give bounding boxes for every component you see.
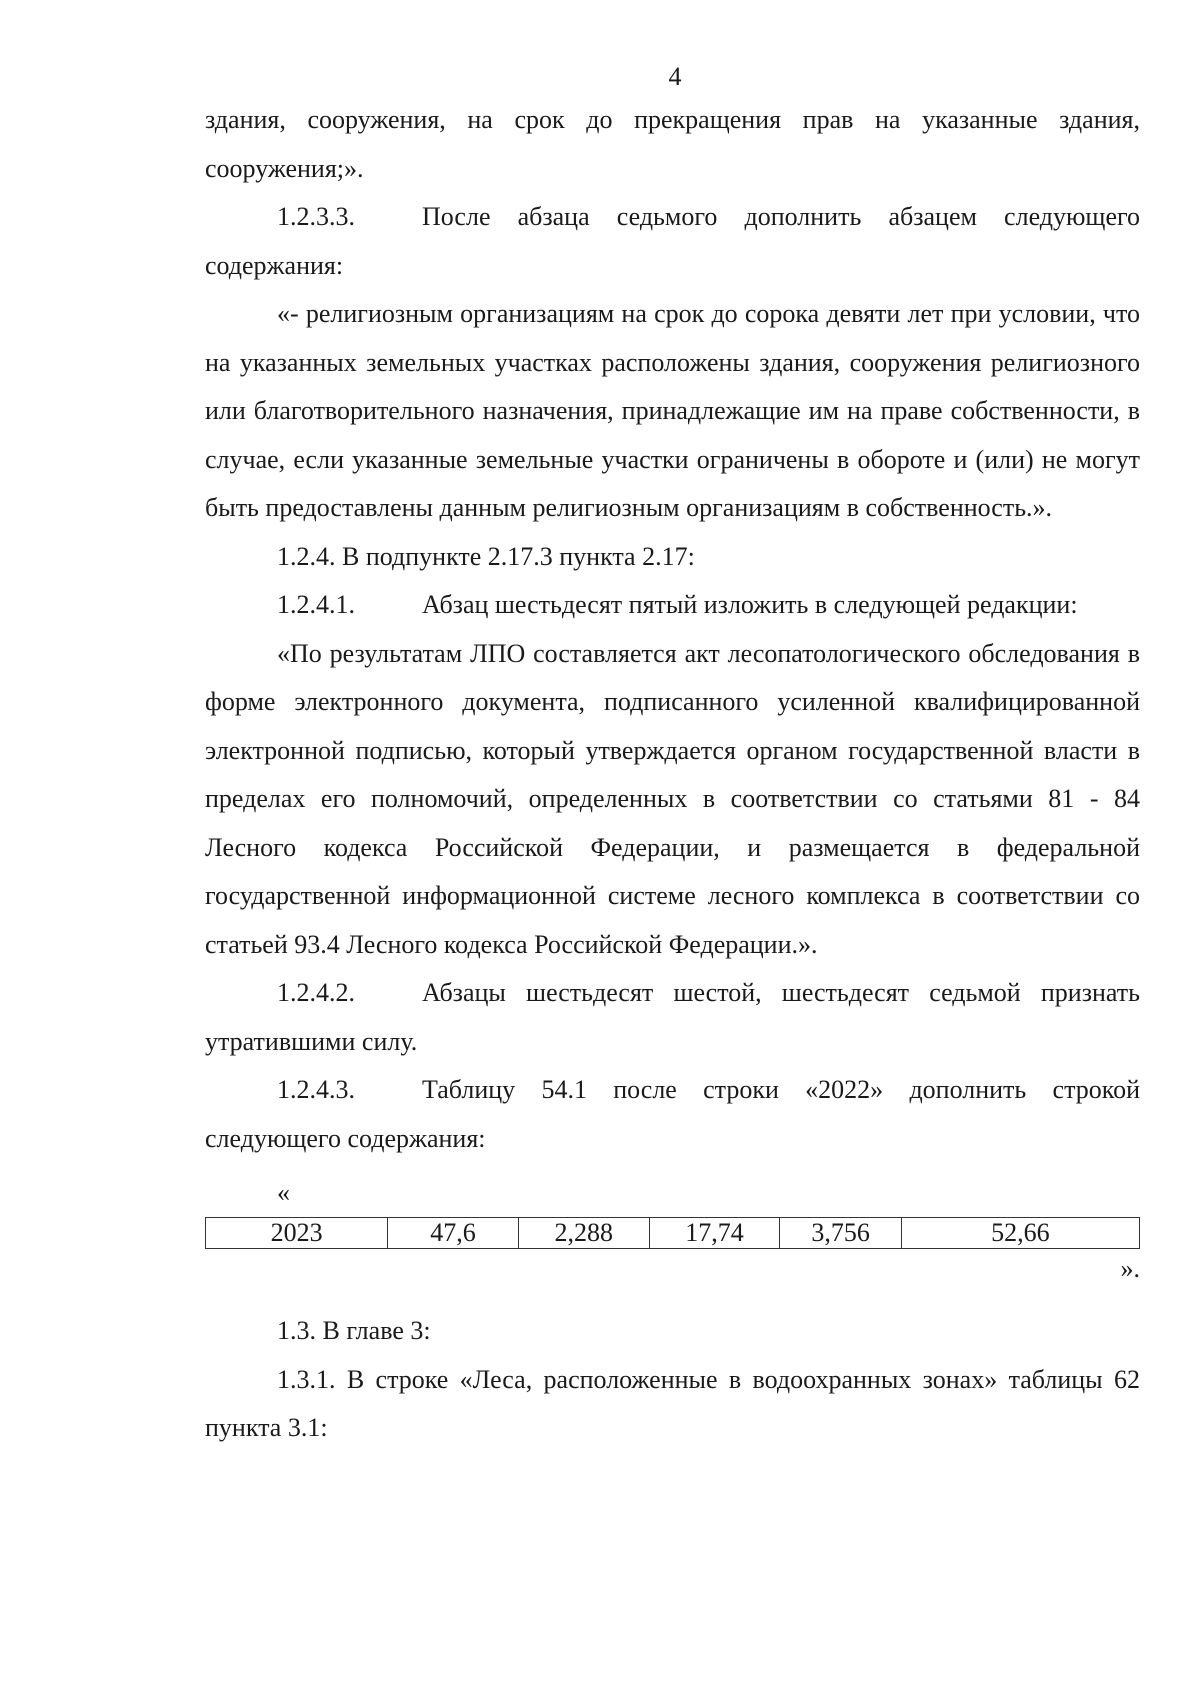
paragraph-1: здания, сооружения, на срок до прекращения прав на указанные здания, сооружения;». xyxy=(205,105,1140,183)
table-cell: 3,756 xyxy=(780,1218,901,1249)
table-cell: 2,288 xyxy=(518,1218,649,1249)
clause-text: Таблицу 54.1 после строки «2022» дополнить строкой следующего содержания: xyxy=(205,1075,1140,1153)
table-row-2023 xyxy=(205,1217,1140,1249)
spacer xyxy=(205,1293,1140,1307)
table-cell: 47,6 xyxy=(388,1218,519,1249)
paragraph-1-3: 1.3. В главе 3: xyxy=(277,1316,431,1345)
clause-number: 1.2.4.3. xyxy=(277,1075,355,1104)
paragraph-quote-religious: «- религиозным организациям на срок до сорока девяти лет при условии, что на указанных земельных участках расположены здания, сооружения религиозного или благотворительного назначения, принадлежащие им на праве собственности, в случае, если указанные земельные участки ограничены в обороте и (или) не могут быть предоставлены данным религиозным организациям в собственность.». xyxy=(205,299,1140,522)
paragraph-1-2-4-3 xyxy=(205,1066,1140,1163)
clause-text: В строке «Леса, расположенные в водоохранных зонах» таблицы 62 пункта 3.1: xyxy=(205,1364,1140,1442)
quote-close-mark: ». xyxy=(1120,1254,1140,1283)
clause-text: После абзаца седьмого дополнить абзацем следующего содержания: xyxy=(205,202,1140,280)
document-body xyxy=(205,96,1140,1453)
clause-number: 1.3.1. xyxy=(277,1364,336,1394)
clause-text: Абзац шестьдесят пятый изложить в следующей редакции: xyxy=(422,590,1078,619)
quote-open-mark: « xyxy=(277,1178,290,1207)
table-cell-year: 2023 xyxy=(206,1218,388,1249)
clause-number: 1.2.4.1. xyxy=(277,590,355,619)
table-cell: 17,74 xyxy=(649,1218,780,1249)
paragraph-1-2-4-1 xyxy=(205,581,1140,630)
paragraph-1-2-4: 1.2.4. В подпункте 2.17.3 пункта 2.17: xyxy=(277,541,695,571)
spacer xyxy=(205,1163,1140,1177)
paragraph-1-2-3-3 xyxy=(205,193,1140,290)
clause-text: Абзацы шестьдесят шестой, шестьдесят седьмой признать утратившими силу. xyxy=(205,978,1140,1056)
clause-number: 1.2.4.2. xyxy=(277,978,355,1007)
paragraph-1-2-4-2 xyxy=(205,969,1140,1066)
paragraph-quote-lpo: «По результатам ЛПО составляется акт лесопатологического обследования в форме электронного документа, подписанного усиленной квалифицированной электронной подписью, который утверждается органом государственной власти в пределах его полномочий, определенных в соответствии со статьями 81 - 84 Лесного кодекса Российской Федерации, и размещается в федеральной государственной информационной системе лесного комплекса в соответствии со статьей 93.4 Лесного кодекса Российской Федерации.». xyxy=(205,638,1140,959)
table-row xyxy=(206,1218,1140,1249)
page-number: 4 xyxy=(668,62,682,91)
clause-number: 1.2.3.3. xyxy=(277,202,355,231)
table-cell: 52,66 xyxy=(901,1218,1139,1249)
paragraph-1-3-1 xyxy=(205,1356,1140,1453)
